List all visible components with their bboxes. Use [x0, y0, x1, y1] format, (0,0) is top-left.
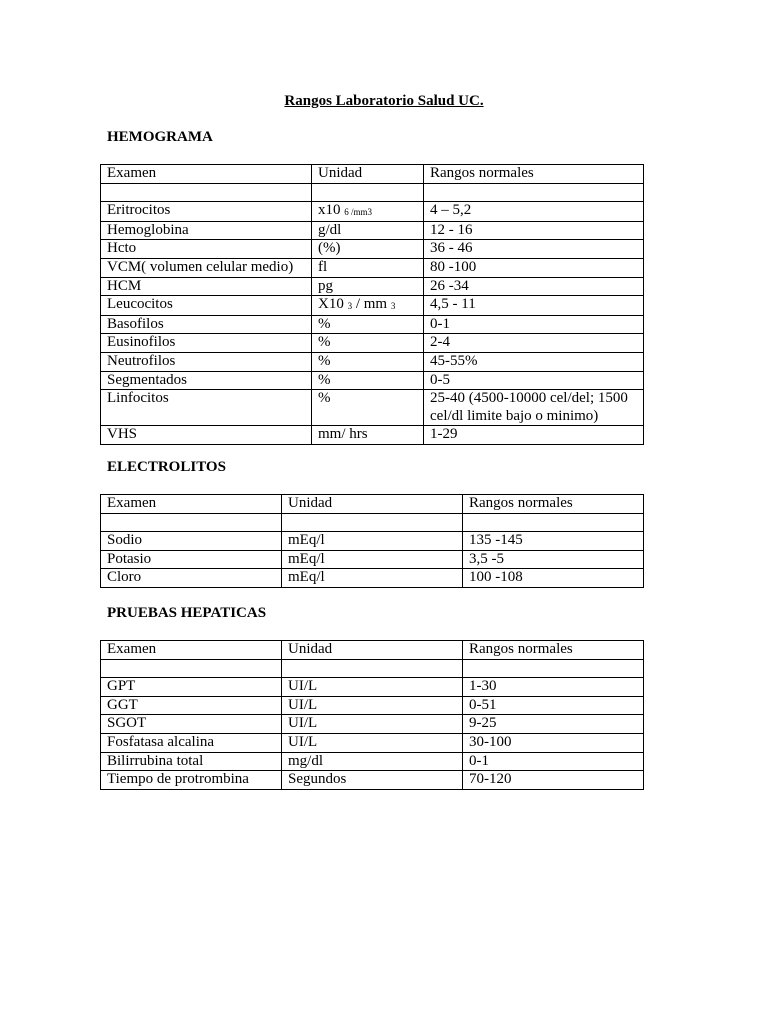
cell-unidad: pg [312, 277, 424, 296]
unit-slash: / mm [352, 296, 391, 313]
cell-examen: Linfocitos [101, 390, 312, 426]
cell-examen: GGT [101, 696, 282, 715]
cell-examen: Eritrocitos [101, 202, 312, 222]
cell-examen: Basofilos [101, 315, 312, 334]
pruebas-hepaticas-table [100, 640, 644, 790]
cell-unidad: fl [312, 258, 424, 277]
cell-unidad: mEq/l [282, 532, 463, 551]
table-row [101, 426, 644, 445]
table-row [101, 752, 644, 771]
cell-rango: 2-4 [424, 334, 644, 353]
table-row [101, 696, 644, 715]
header-unidad: Unidad [282, 495, 463, 514]
table-row [101, 258, 644, 277]
blank-row [101, 659, 644, 678]
cell-rango: 100 -108 [463, 569, 644, 588]
table-row [101, 202, 644, 222]
table-row [101, 569, 644, 588]
cell-unidad: % [312, 371, 424, 390]
cell-rango: 45-55% [424, 352, 644, 371]
cell-rango: 135 -145 [463, 532, 644, 551]
header-unidad: Unidad [312, 165, 424, 184]
header-examen: Examen [101, 495, 282, 514]
cell-examen: GPT [101, 678, 282, 697]
table-row [101, 532, 644, 551]
cell-rango: 0-1 [424, 315, 644, 334]
cell-examen: VHS [101, 426, 312, 445]
table-row [101, 221, 644, 240]
table-row [101, 315, 644, 334]
table-row [101, 352, 644, 371]
cell-rango: 0-5 [424, 371, 644, 390]
table-row [101, 296, 644, 316]
cell-rango: 30-100 [463, 733, 644, 752]
table-row [101, 334, 644, 353]
table-row [101, 733, 644, 752]
cell-rango: 36 - 46 [424, 240, 644, 259]
unit-exponent: 3 [367, 207, 373, 218]
unit-exponent: 3 [390, 301, 396, 312]
section-heading-hemograma: HEMOGRAMA [107, 129, 213, 145]
cell-examen: Hcto [101, 240, 312, 259]
cell-examen: Eusinofilos [101, 334, 312, 353]
cell-rango: 0-51 [463, 696, 644, 715]
cell-unidad: UI/L [282, 678, 463, 697]
cell-unidad: mg/dl [282, 752, 463, 771]
cell-unidad: mEq/l [282, 550, 463, 569]
table-row [101, 240, 644, 259]
cell-unidad: UI/L [282, 696, 463, 715]
unit-base: x10 [318, 202, 345, 219]
cell-unidad: % [312, 334, 424, 353]
table-row [101, 715, 644, 734]
cell-rango: 4,5 - 11 [424, 296, 644, 316]
cell-rango: 80 -100 [424, 258, 644, 277]
cell-examen: HCM [101, 277, 312, 296]
table-row [101, 277, 644, 296]
header-unidad: Unidad [282, 641, 463, 660]
table-row [101, 550, 644, 569]
table-row [101, 771, 644, 790]
cell-unidad [312, 202, 424, 222]
cell-examen: Tiempo de protrombina [101, 771, 282, 790]
header-rangos: Rangos normales [463, 641, 644, 660]
electrolitos-table [100, 494, 644, 588]
table-header-row [101, 165, 644, 184]
cell-unidad: UI/L [282, 733, 463, 752]
unit-exponent: 3 [347, 301, 353, 312]
hemograma-table [100, 164, 644, 445]
cell-rango: 12 - 16 [424, 221, 644, 240]
cell-unidad: (%) [312, 240, 424, 259]
cell-examen: Bilirrubina total [101, 752, 282, 771]
cell-unidad: % [312, 352, 424, 371]
header-examen: Examen [101, 641, 282, 660]
cell-examen: Leucocitos [101, 296, 312, 316]
unit-exponent: 6 [344, 207, 349, 218]
table-row [101, 678, 644, 697]
cell-examen: VCM( volumen celular medio) [101, 258, 312, 277]
cell-unidad: % [312, 315, 424, 334]
cell-examen: Fosfatasa alcalina [101, 733, 282, 752]
cell-examen: Neutrofilos [101, 352, 312, 371]
cell-unidad: % [312, 390, 424, 426]
cell-unidad [312, 296, 424, 316]
cell-unidad: g/dl [312, 221, 424, 240]
cell-examen: Cloro [101, 569, 282, 588]
cell-rango: 1-30 [463, 678, 644, 697]
section-heading-pruebas-hepaticas: PRUEBAS HEPATICAS [107, 605, 267, 621]
unit-base: X10 [318, 296, 348, 313]
cell-unidad: UI/L [282, 715, 463, 734]
cell-examen: Segmentados [101, 371, 312, 390]
cell-examen: SGOT [101, 715, 282, 734]
cell-unidad: mEq/l [282, 569, 463, 588]
cell-rango: 9-25 [463, 715, 644, 734]
blank-row [101, 183, 644, 202]
document-title: Rangos Laboratorio Salud UC. [284, 93, 484, 109]
cell-rango: 26 -34 [424, 277, 644, 296]
section-heading-electrolitos: ELECTROLITOS [107, 459, 226, 475]
cell-examen: Potasio [101, 550, 282, 569]
cell-unidad: Segundos [282, 771, 463, 790]
table-row [101, 371, 644, 390]
cell-rango: 70-120 [463, 771, 644, 790]
table-header-row [101, 495, 644, 514]
blank-row [101, 513, 644, 532]
header-examen: Examen [101, 165, 312, 184]
table-header-row [101, 641, 644, 660]
cell-examen: Sodio [101, 532, 282, 551]
cell-rango: 0-1 [463, 752, 644, 771]
table-row [101, 390, 644, 426]
cell-unidad: mm/ hrs [312, 426, 424, 445]
cell-rango: 3,5 -5 [463, 550, 644, 569]
header-rangos: Rangos normales [424, 165, 644, 184]
cell-rango: 4 – 5,2 [424, 202, 644, 222]
cell-rango: 25-40 (4500-10000 cel/del; 1500 cel/dl limite bajo o minimo) [424, 390, 644, 426]
unit-slash: /mm [348, 207, 368, 218]
header-rangos: Rangos normales [463, 495, 644, 514]
cell-examen: Hemoglobina [101, 221, 312, 240]
cell-rango: 1-29 [424, 426, 644, 445]
